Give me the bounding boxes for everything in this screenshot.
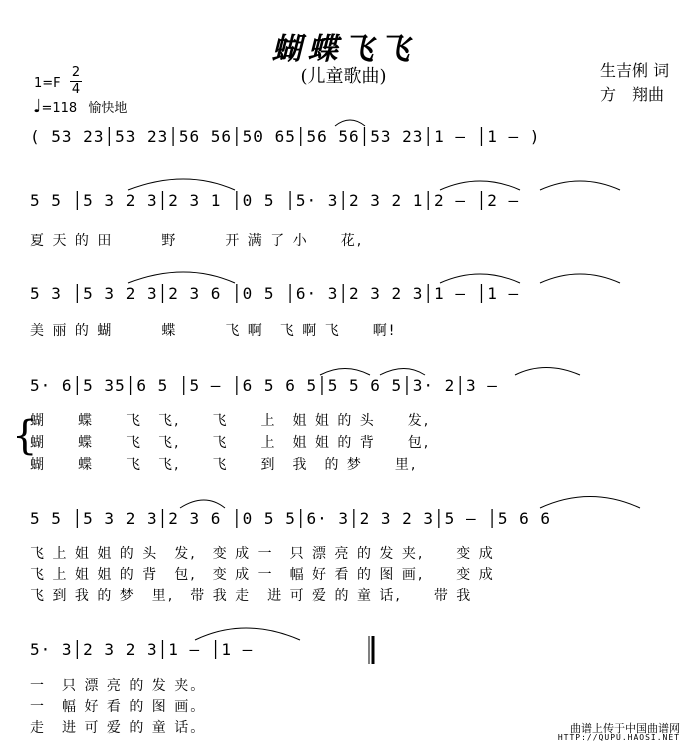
slur — [380, 369, 425, 376]
lyric-row-3-verse-3: 蝴 蝶 飞 飞, 飞 到 我 的 梦 里, — [30, 457, 418, 473]
lyric-row-4-verse-1: 飞 上 姐 姐 的 头 发, 变 成 一 只 漂 亮 的 发 夹, 变 成 — [30, 546, 495, 562]
lyric-row-2: 美 丽 的 蝴 蝶 飞 啊 飞 啊 飞 啊! — [30, 323, 397, 339]
slur — [540, 181, 620, 190]
intro-close-paren: ) — [529, 127, 541, 146]
song-subtitle: (儿童歌曲) — [300, 66, 387, 87]
slur — [515, 368, 580, 376]
slur — [440, 274, 520, 283]
lyric-row-4-verse-3: 飞 到 我 的 梦 里, 带 我 走 进 可 爱 的 童 话, 带 我 — [30, 588, 473, 604]
verse-brace: { — [12, 413, 38, 459]
slur — [128, 272, 235, 283]
lyric-row-3-verse-1: 蝴 蝶 飞 飞, 飞 上 姐 姐 的 头 发, — [30, 413, 431, 429]
quarter-note-icon: ♩ — [33, 96, 42, 117]
intro-notes: 53 23│53 23│56 56│50 65│56 56│53 23│1 – │1 – — [51, 127, 530, 146]
lyric-row-5-verse-3: 走 进 可 爱 的 童 话。 — [30, 720, 207, 736]
intro-open-paren: ( — [30, 127, 41, 146]
slur — [540, 497, 640, 509]
lyric-row-5-verse-1: 一 只 漂 亮 的 发 夹。 — [30, 678, 207, 694]
notation-row-3: 5· 6│5 35│6 5 │5 – │6 5 6 5│5 5 6 5│3· 2│3 – — [30, 376, 498, 395]
slur — [335, 120, 365, 126]
watermark-url: HTTP://QUPU.HAOSI.NET — [557, 733, 680, 742]
tempo-text: 愉快地 — [88, 101, 128, 116]
slur — [540, 274, 620, 283]
key-signature: 1=F — [34, 76, 61, 91]
lyric-row-5-verse-2: 一 幅 好 看 的 图 画。 — [30, 699, 207, 715]
lyric-row-4-verse-2: 飞 上 姐 姐 的 背 包, 变 成 一 幅 好 看 的 图 画, 变 成 — [30, 567, 495, 583]
lyricist-credit: 生吉俐 词 — [600, 61, 670, 80]
tempo-value: =118 — [41, 101, 78, 116]
song-title: 蝴蝶飞飞 — [271, 32, 416, 67]
composer-credit: 方 翔曲 — [600, 85, 665, 104]
slur — [180, 500, 225, 508]
slur — [320, 369, 370, 376]
notation-row-1: 5 5 │5 3 2 3│2 3 1 │0 5 │5· 3│2 3 2 1│2 – │2 – — [30, 191, 520, 210]
watermark-text: 曲谱上传于中国曲谱网 — [570, 722, 680, 735]
notation-row-4: 5 5 │5 3 2 3│2 3 6 │0 5 5│6· 3│2 3 2 3│5 – │5 6 6 — [30, 509, 552, 528]
slur — [440, 181, 520, 190]
slur — [195, 628, 300, 640]
notation-row-2: 5 3 │5 3 2 3│2 3 6 │0 5 │6· 3│2 3 2 3│1 – │1 – — [30, 284, 520, 303]
notation-row-5: 5· 3│2 3 2 3│1 – │1 – — [30, 640, 254, 659]
lyric-row-3-verse-2: 蝴 蝶 飞 飞, 飞 上 姐 姐 的 背 包, — [30, 435, 431, 451]
time-bottom: 4 — [71, 82, 81, 97]
lyric-row-1: 夏 天 的 田 野 开 满 了 小 花, — [30, 233, 364, 249]
time-top: 2 — [71, 65, 81, 80]
slur — [128, 179, 235, 190]
